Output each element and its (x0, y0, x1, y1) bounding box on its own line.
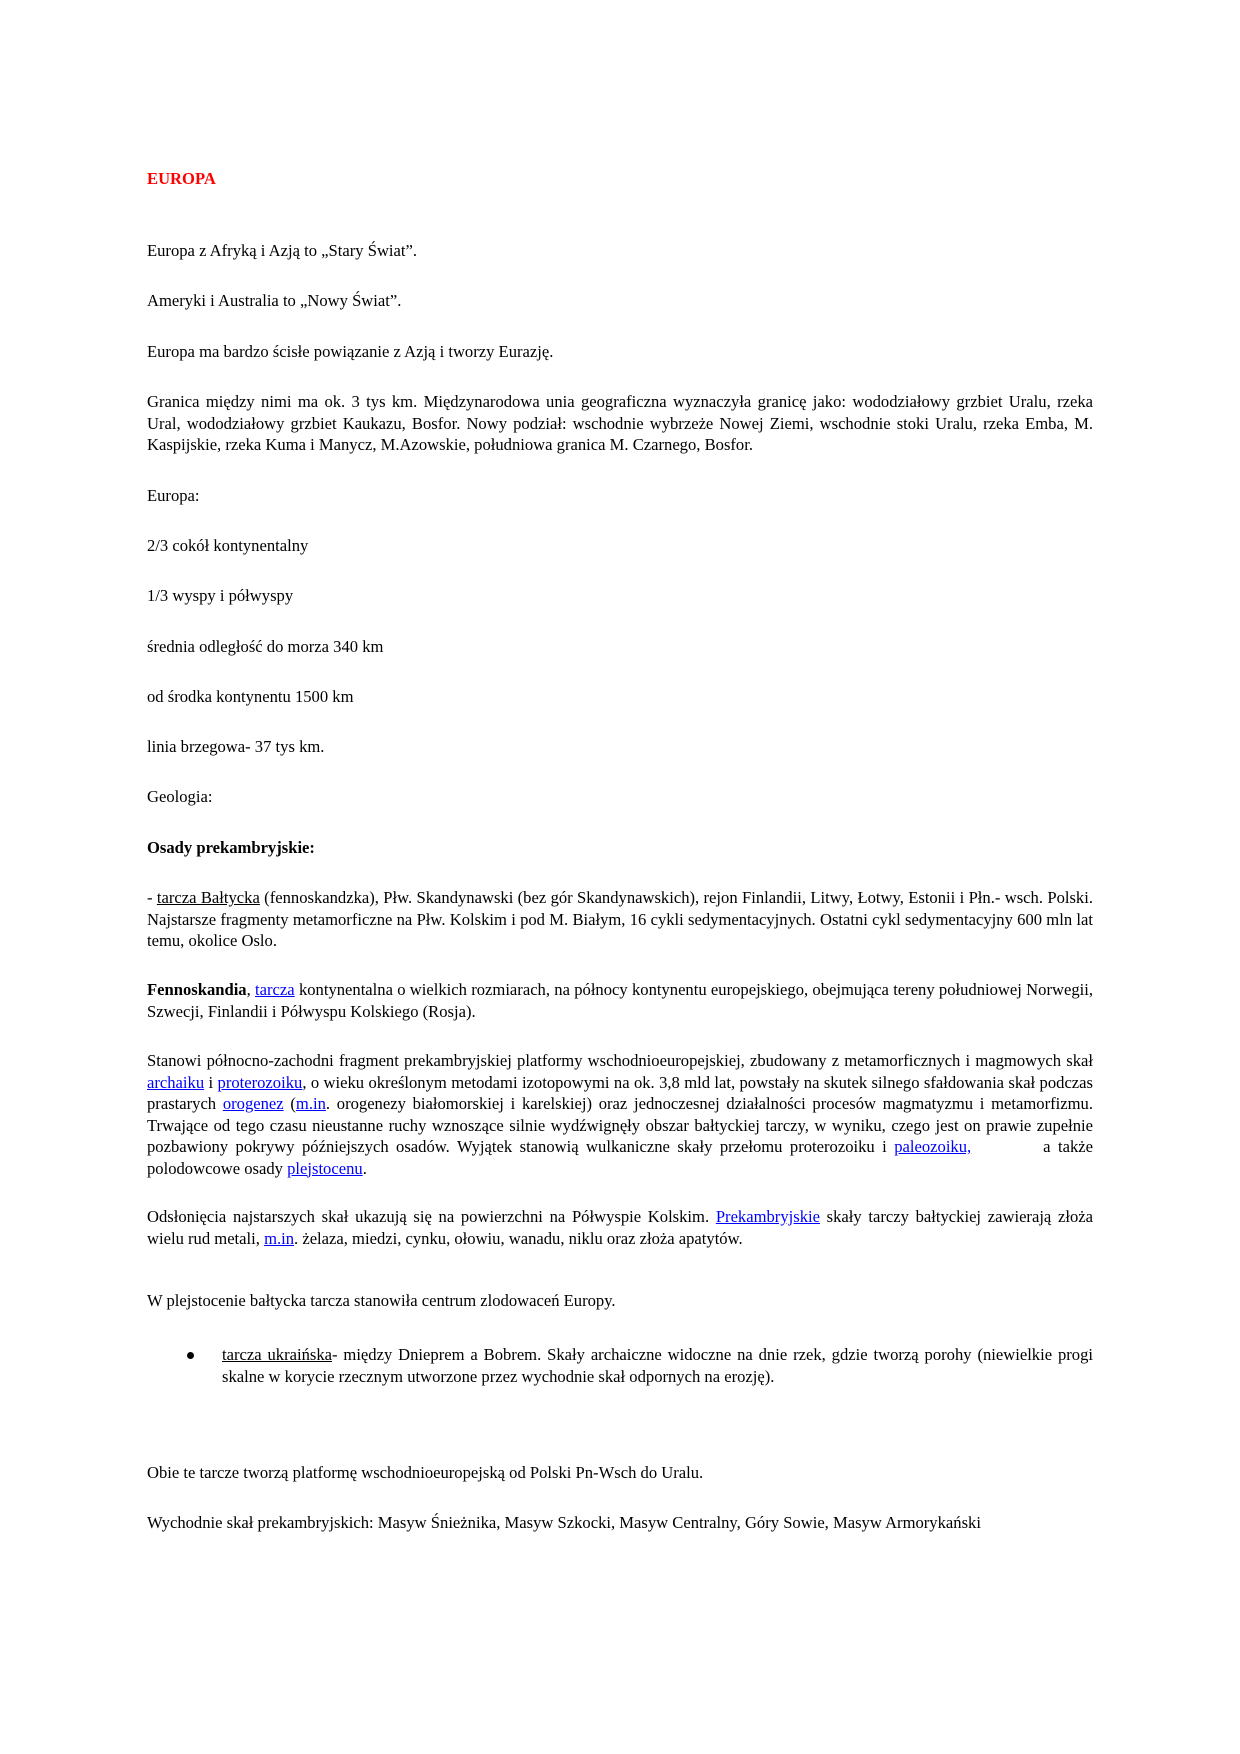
paragraph-text: . żelaza, miedzi, cynku, ołowiu, wanadu, niklu oraz złoża apatytów. (294, 1228, 743, 1248)
paragraph-odsloniecia (147, 1206, 1093, 1249)
paragraph-text: ( (283, 1094, 296, 1113)
tarcza-baltycka-underlined: tarcza Bałtycka (156, 888, 260, 907)
fennoskandia-term: Fennoskandia (147, 980, 247, 999)
paragraph-linia-brzegowa: linia brzegowa- 37 tys km. (147, 737, 325, 756)
paragraph-obie-tarcze: Obie te tarcze tworzą platformę wschodnioeuropejską od Polski Pn-Wsch do Uralu. (147, 1463, 704, 1482)
link-plejstocenu[interactable]: plejstocenu (287, 1158, 363, 1178)
paragraph-cokol: 2/3 cokół kontynentalny (147, 536, 309, 555)
paragraph-odleglosc: średnia odległość do morza 340 km (147, 637, 384, 656)
paragraph-text: i (204, 1072, 218, 1092)
paragraph-text: , o wieku określonym metodami izotopowymi na ok. 3,8 mld lat, powstały na skutek silnego sfałdowania skał podczas prastarych (147, 1072, 1093, 1113)
paragraph-wyspy: 1/3 wyspy i półwyspy (147, 586, 294, 605)
paragraph-fennoskandia (147, 979, 1093, 1022)
link-m-in[interactable]: m.in (295, 1094, 326, 1113)
bullet-icon (187, 1352, 194, 1359)
tarcza-ukrainska-underlined: tarcza ukraińska (222, 1345, 332, 1364)
document-title: EUROPA (147, 169, 216, 188)
heading-osady-prekambryjskie: Osady prekambryjskie: (147, 838, 315, 857)
paragraph-text: (fennoskandzka), Płw. Skandynawski (bez gór Skandynawskich), rejon Finlandii, Litwy, Łotwy, Estonii i Płn.- wsch. Polski. Najstarsze fragmenty metamorficzne na Płw. Kolskim i pod M. Białym, 16 cykli sedymentacyjnych. Ostatni cykl sedymentacyjny 600 mln lat temu, okolice Oslo. (147, 888, 1093, 950)
link-paleozoiku[interactable]: paleozoiku, (894, 1137, 972, 1156)
paragraph-text: . (362, 1158, 367, 1178)
paragraph-text: - między Dnieprem a Bobrem. Skały archaiczne widoczne na dnie rzek, gdzie tworzą porohy (niewielkie progi skalne w korycie rzecznym utworzone przez wychodnie skał odpornych na erozję). (222, 1345, 1093, 1386)
dash-text: - (147, 888, 157, 907)
link-archaiku[interactable]: archaiku (147, 1072, 205, 1092)
paragraph-stary-swiat: Europa z Afryką i Azją to „Stary Świat”. (147, 241, 418, 260)
paragraph-text: skały tarczy bałtyckiej zawierają złoża wielu rud metali, (147, 1207, 1093, 1248)
paragraph-text: Stanowi północno-zachodni fragment prekambryjskiej platformy wschodnioeuropejskiej, zbudowany z metamorficznych i magmowych skał (147, 1051, 1093, 1070)
link-m-in-2[interactable]: m.in (264, 1228, 295, 1248)
paragraph-granica: Granica między nimi ma ok. 3 tys km. Międzynarodowa unia geograficzna wyznaczyła granicę jako: wododziałowy grzbiet Uralu, rzeka Ural, wododziałowy grzbiet Kaukazu, Bosfor. Nowy podział: wschodnie wybrzeże Nowej Ziemi, wschodnie stoki Uralu, rzeka Emba, M. Kaspijskie, rzeka Kuma i Manycz, M.Azowskie, południowa granica M. Czarnego, Bosfor. (147, 392, 1093, 454)
paragraph-srodek: od środka kontynentu 1500 km (147, 687, 354, 706)
separator-text: , (246, 980, 256, 999)
paragraph-text: a także polodowcowe osady (147, 1137, 1093, 1178)
paragraph-nowy-swiat: Ameryki i Australia to „Nowy Świat”. (147, 291, 402, 310)
paragraph-stanowi (147, 1050, 1093, 1179)
paragraph-geologia: Geologia: (147, 787, 213, 806)
link-orogenez[interactable]: orogenez (222, 1094, 284, 1113)
link-prekambryjskie[interactable]: Prekambryjskie (715, 1207, 820, 1226)
paragraph-text: Odsłonięcia najstarszych skał ukazują się na powierzchni na Półwyspie Kolskim. (147, 1207, 716, 1226)
paragraph-europa-label: Europa: (147, 486, 200, 505)
link-tarcza[interactable]: tarcza (255, 980, 295, 999)
link-proterozoiku[interactable]: proterozoiku (217, 1072, 303, 1092)
paragraph-text: . orogenezy białomorskiej i karelskiej) oraz jednoczesnej działalności procesów magmatyzmu i metamorfizmu. Trwające od tego czasu nieustanne ruchy wznoszące silnie wydźwignęły obszar bałtyckiej tarczy, w wyniku, czego jest on prawie zupełnie pozbawiony pokrywy późniejszych osadów. Wyjątek stanowią wulkaniczne skały przełomu proterozoiku i (147, 1094, 1093, 1156)
paragraph-plejstocen: W plejstocenie bałtycka tarcza stanowiła centrum zlodowaceń Europy. (147, 1291, 616, 1310)
bullet-text (222, 1344, 1093, 1387)
paragraph-text: kontynentalna o wielkich rozmiarach, na północy kontynentu europejskiego, obejmująca tereny południowej Norwegii, Szwecji, Finlandii i Półwyspu Kolskiego (Rosja). (147, 980, 1093, 1021)
paragraph-eurazja: Europa ma bardzo ścisłe powiązanie z Azją i tworzy Eurazję. (147, 342, 554, 361)
paragraph-tarcza-baltycka (147, 887, 1093, 952)
paragraph-wychodnie: Wychodnie skał prekambryjskich: Masyw Śnieżnika, Masyw Szkocki, Masyw Centralny, Góry Sowie, Masyw Armorykański (147, 1513, 981, 1532)
